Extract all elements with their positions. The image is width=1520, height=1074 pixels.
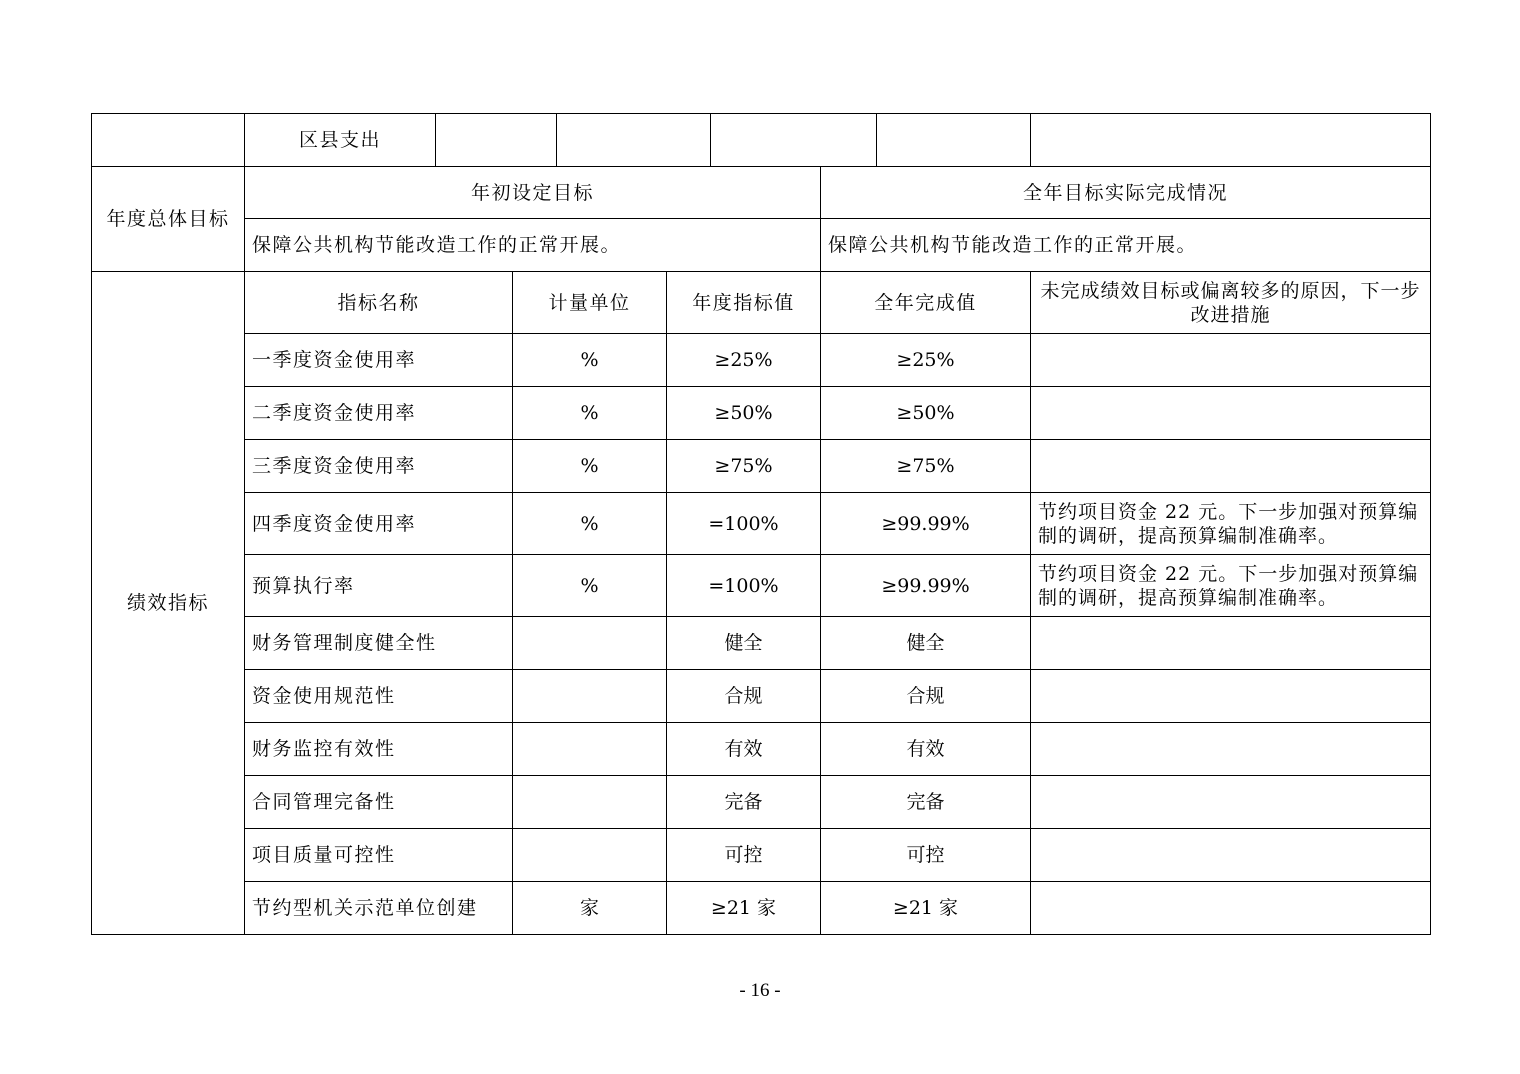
indicator-name: 预算执行率 (245, 555, 513, 617)
indicator-name: 二季度资金使用率 (245, 387, 513, 440)
table-row (92, 617, 1431, 670)
indicator-target: =100% (667, 493, 821, 555)
table-row (92, 723, 1431, 776)
indicator-actual: ≥75% (821, 440, 1031, 493)
indicator-unit (513, 670, 667, 723)
annual-goal-text-row (92, 219, 1431, 272)
indicator-unit (513, 829, 667, 882)
indicator-name: 三季度资金使用率 (245, 440, 513, 493)
indicator-header-row (92, 272, 1431, 334)
indicator-actual: ≥50% (821, 387, 1031, 440)
table-row (92, 493, 1431, 555)
indicator-actual: ≥99.99% (821, 555, 1031, 617)
performance-table (91, 113, 1431, 935)
indicator-actual: ≥99.99% (821, 493, 1031, 555)
indicator-actual: ≥21 家 (821, 882, 1031, 935)
indicator-unit (513, 723, 667, 776)
indicator-unit: % (513, 440, 667, 493)
indicator-actual: 健全 (821, 617, 1031, 670)
county-expense-label: 区县支出 (245, 114, 436, 167)
indicator-reason (1031, 829, 1431, 882)
table-row (92, 829, 1431, 882)
indicator-actual: 完备 (821, 776, 1031, 829)
empty-cell (436, 114, 557, 167)
indicator-target: ≥21 家 (667, 882, 821, 935)
empty-cell (877, 114, 1031, 167)
indicator-unit: % (513, 493, 667, 555)
indicator-name: 四季度资金使用率 (245, 493, 513, 555)
initial-target-text: 保障公共机构节能改造工作的正常开展。 (245, 219, 821, 272)
indicator-unit (513, 776, 667, 829)
indicator-name-header: 指标名称 (245, 272, 513, 334)
indicator-unit: % (513, 334, 667, 387)
table-row (92, 882, 1431, 935)
indicator-actual: 有效 (821, 723, 1031, 776)
indicator-unit: % (513, 387, 667, 440)
indicator-name: 项目质量可控性 (245, 829, 513, 882)
actual-value-header: 全年完成值 (821, 272, 1031, 334)
indicator-name: 财务管理制度健全性 (245, 617, 513, 670)
indicator-target: ≥25% (667, 334, 821, 387)
annual-goal-header-row (92, 167, 1431, 219)
indicator-reason (1031, 670, 1431, 723)
indicator-reason (1031, 440, 1431, 493)
indicator-name: 财务监控有效性 (245, 723, 513, 776)
indicator-name: 节约型机关示范单位创建 (245, 882, 513, 935)
indicator-actual: ≥25% (821, 334, 1031, 387)
table-row (92, 387, 1431, 440)
table-row (92, 334, 1431, 387)
indicator-reason: 节约项目资金 22 元。下一步加强对预算编制的调研，提高预算编制准确率。 (1031, 493, 1431, 555)
empty-cell (557, 114, 711, 167)
indicator-target: ≥75% (667, 440, 821, 493)
initial-target-header: 年初设定目标 (245, 167, 821, 219)
indicator-target: 完备 (667, 776, 821, 829)
table-row (92, 440, 1431, 493)
indicator-name: 合同管理完备性 (245, 776, 513, 829)
page-number: - 16 - (739, 980, 781, 1001)
indicator-unit: 家 (513, 882, 667, 935)
indicator-actual: 可控 (821, 829, 1031, 882)
indicator-name: 一季度资金使用率 (245, 334, 513, 387)
indicator-unit: % (513, 555, 667, 617)
empty-cell (1031, 114, 1431, 167)
indicator-target: 可控 (667, 829, 821, 882)
empty-cell (711, 114, 877, 167)
actual-completion-header: 全年目标实际完成情况 (821, 167, 1431, 219)
indicator-unit (513, 617, 667, 670)
table-row (92, 555, 1431, 617)
annual-goal-label: 年度总体目标 (92, 167, 245, 272)
indicator-reason (1031, 776, 1431, 829)
indicator-reason (1031, 617, 1431, 670)
indicator-actual: 合规 (821, 670, 1031, 723)
indicator-target: 健全 (667, 617, 821, 670)
unit-header: 计量单位 (513, 272, 667, 334)
table-row (92, 776, 1431, 829)
indicators-label: 绩效指标 (92, 272, 245, 935)
annual-target-header: 年度指标值 (667, 272, 821, 334)
indicator-target: ≥50% (667, 387, 821, 440)
actual-completion-text: 保障公共机构节能改造工作的正常开展。 (821, 219, 1431, 272)
reason-header: 未完成绩效目标或偏离较多的原因，下一步改进措施 (1031, 272, 1431, 334)
indicator-reason (1031, 882, 1431, 935)
indicator-target: 合规 (667, 670, 821, 723)
indicator-reason (1031, 723, 1431, 776)
indicator-reason (1031, 334, 1431, 387)
indicator-name: 资金使用规范性 (245, 670, 513, 723)
indicator-target: =100% (667, 555, 821, 617)
indicator-reason: 节约项目资金 22 元。下一步加强对预算编制的调研，提高预算编制准确率。 (1031, 555, 1431, 617)
indicator-reason (1031, 387, 1431, 440)
table-row (92, 670, 1431, 723)
county-expense-row (92, 114, 1431, 167)
empty-cell (92, 114, 245, 167)
indicator-target: 有效 (667, 723, 821, 776)
